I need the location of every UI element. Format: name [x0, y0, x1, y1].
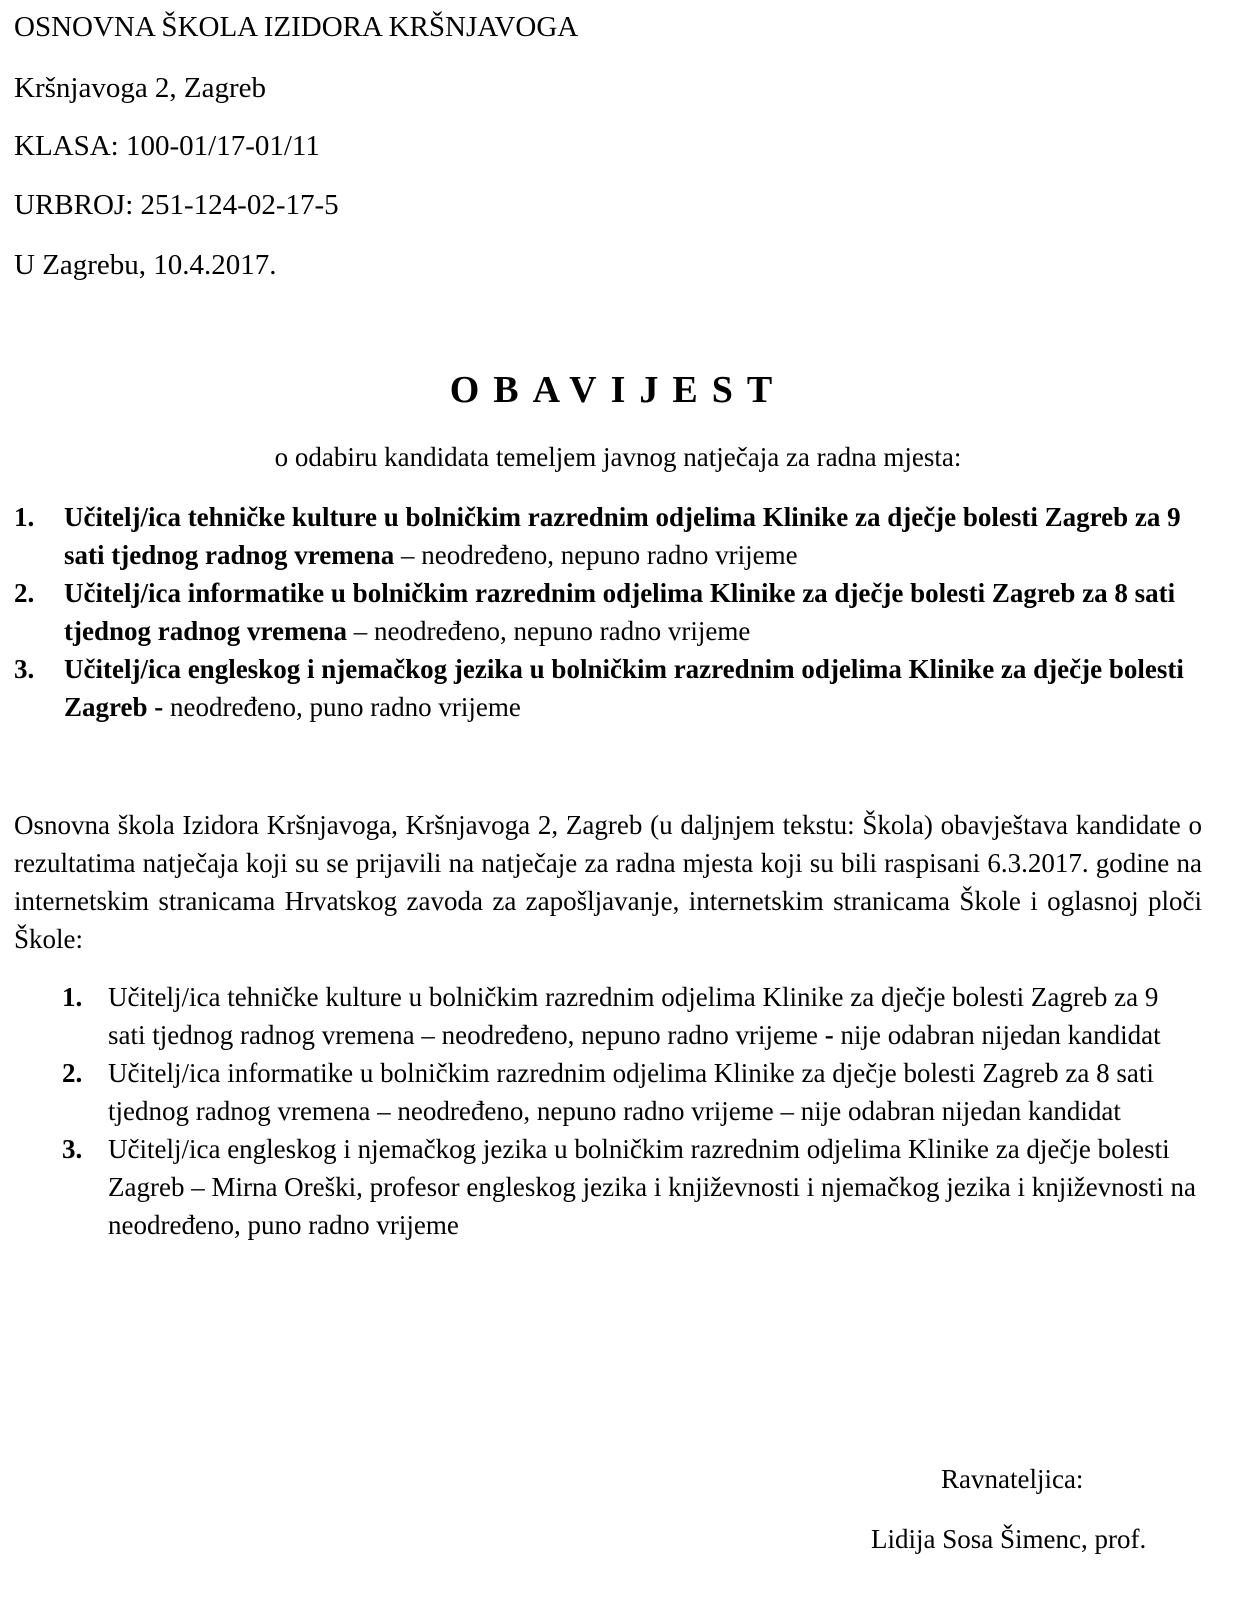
result-text: Učitelj/ica tehničke kulture u bolničkim razrednim odjelima Klinike za dječje bolesti Zagreb za 9 sati tjednog radnog vremena – neodređeno, nepuno radno vrijeme	[108, 982, 1159, 1050]
position-title: Učitelj/ica informatike u bolničkim razrednim odjelima Klinike za dječje bolesti Zagreb za 8 sati tjednog radnog vremena	[64, 578, 1176, 646]
results-list	[62, 978, 1202, 1244]
document-title: OBAVIJEST	[449, 369, 787, 411]
position-terms: – neodređeno, nepuno radno vrijeme	[394, 540, 798, 570]
position-number: 2.	[14, 578, 35, 608]
positions-list	[14, 498, 1214, 726]
position-terms: – neodređeno, nepuno radno vrijeme	[347, 616, 751, 646]
result-text: Učitelj/ica engleskog i njemačkog jezika u bolničkim razrednim odjelima Klinike za dječje bolesti Zagreb – Mirna Oreški, profesor engleskog jezika i književnosti i njemačkog jezika i književnosti na neodređeno, puno radno vrijeme	[108, 1134, 1196, 1240]
position-number: 3.	[14, 654, 35, 684]
body-paragraph: Osnovna škola Izidora Kršnjavoga, Kršnjavoga 2, Zagreb (u daljnjem tekstu: Škola) obavještava kandidate o rezultatima natječaja koji su se prijavili na natječaje za radna mjesta koji su bili raspisani 6.3.2017. godine na internetskim stranicama Hrvatskog zavoda za zapošljavanje, internetskim stranicama Škole i oglasnoj ploči Škole:	[14, 810, 1202, 954]
position-number: 1.	[14, 502, 35, 532]
result-item	[62, 1130, 1202, 1244]
result-text: Učitelj/ica informatike u bolničkim razrednim odjelima Klinike za dječje bolesti Zagreb za 8 sati tjednog radnog vremena – neodređeno, nepuno radno vrijeme – nije odabran nijedan kandidat	[108, 1058, 1154, 1126]
urbroj-number: URBROJ: 251-124-02-17-5	[14, 189, 339, 221]
document-date: U Zagrebu, 10.4.2017.	[14, 249, 277, 281]
result-item	[62, 978, 1202, 1054]
position-item	[14, 650, 1214, 726]
school-address: Kršnjavoga 2, Zagreb	[14, 72, 267, 104]
result-item	[62, 1054, 1202, 1130]
school-name: OSNOVNA ŠKOLA IZIDORA KRŠNJAVOGA	[14, 11, 579, 43]
result-outcome: nije odabran nijedan kandidat	[833, 1020, 1161, 1050]
position-terms: neodređeno, puno radno vrijeme	[163, 692, 521, 722]
result-dash: -	[824, 1020, 834, 1050]
position-item	[14, 498, 1214, 574]
position-title: Učitelj/ica tehničke kulture u bolničkim razrednim odjelima Klinike za dječje bolesti Zagreb za 9 sati tjednog radnog vremena	[64, 502, 1181, 570]
result-number: 3.	[62, 1134, 83, 1164]
klasa-number: KLASA: 100-01/17-01/11	[14, 130, 320, 162]
document-subtitle: o odabiru kandidata temeljem javnog natječaja za radna mjesta:	[274, 442, 962, 472]
position-item	[14, 574, 1214, 650]
signature-name: Lidija Sosa Šimenc, prof.	[871, 1524, 1147, 1554]
result-number: 2.	[62, 1058, 83, 1088]
position-title: Učitelj/ica engleskog i njemačkog jezika u bolničkim razrednim odjelima Klinike za dječje bolesti Zagreb -	[64, 654, 1184, 722]
result-number: 1.	[62, 982, 83, 1012]
signature-role: Ravnateljica:	[941, 1464, 1084, 1494]
